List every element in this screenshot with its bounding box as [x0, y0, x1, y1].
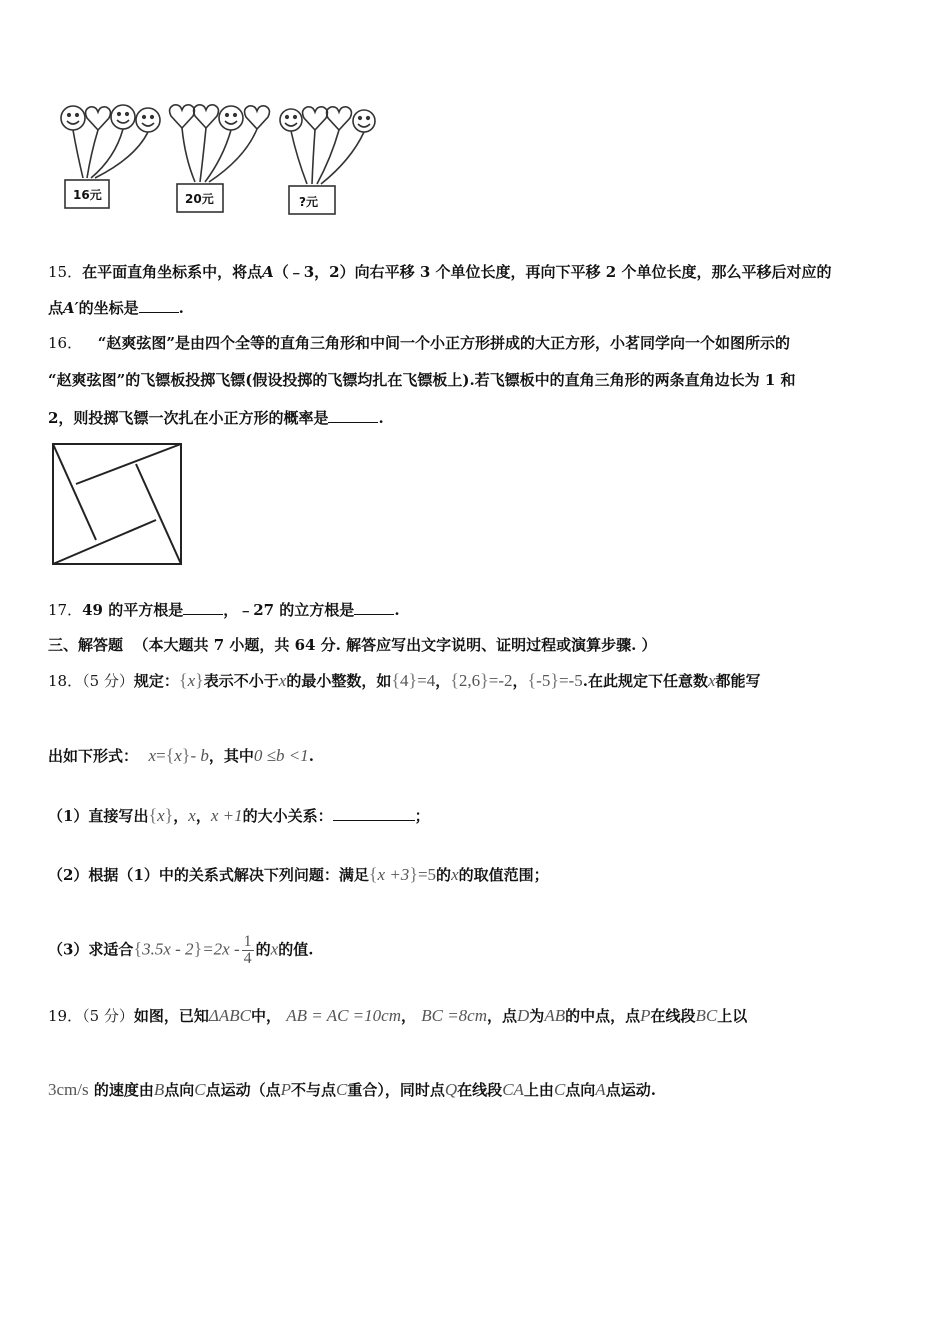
q18-sub3: （3）求适合{3.5x - 2}=2x - $\frac{1}{4}$ 的x的值. [48, 933, 314, 967]
q18-sub1: （1）直接写出{x}，x，x +1的大小关系： ； [48, 805, 430, 825]
q15-number: 15． [48, 263, 83, 281]
q17-blank-2[interactable] [354, 600, 394, 615]
q18-sub1-blank[interactable] [333, 806, 415, 821]
q15-line2: 点A′的坐标是 . [48, 299, 184, 317]
q15-answer-blank[interactable] [139, 298, 179, 313]
q18-line2: 出如下形式： x={x}- b，其中0 ≤b <1. [48, 745, 314, 765]
balloon-group-3 [280, 107, 375, 214]
price-tag-2: 20元 [185, 192, 214, 206]
q15-line1: 15．在平面直角坐标系中，将点A（﹣3，2）向右平移 3 个单位长度，再向下平移 2 个单位长度，那么平移后对应的 [48, 263, 832, 281]
q17-line: 17．49 的平方根是 ，﹣27 的立方根是 . [48, 601, 400, 619]
q19-line1: 19．（5 分）如图，已知ΔABC中， AB = AC =10cm， BC =8cm，点D为AB的中点，点P在线段BC上以 [48, 1006, 748, 1025]
balloon-price-figure [55, 98, 390, 223]
q17-blank-1[interactable] [183, 600, 223, 615]
price-tag-1: 16元 [73, 188, 102, 202]
price-tag-3: ?元 [299, 195, 318, 209]
q18-line1: 18．（5 分）规定：{x}表示不小于x的最小整数，如{4}=4，{2,6}=-2，{-5}=-5.在此规定下任意数x都能写 [48, 670, 761, 690]
q16-answer-blank[interactable] [328, 408, 378, 423]
q16-line2: “赵爽弦图”的飞镖板投掷飞镖(假设投掷的飞镖均扎在飞镖板上).若飞镖板中的直角三角形的两条直角边长为 1 和 [48, 371, 796, 389]
q18-sub2: （2）根据（1）中的关系式解决下列问题：满足{x +3}=5的x的取值范围； [48, 864, 549, 884]
fraction-one-quarter: $\frac{1}{4}$ [243, 933, 252, 967]
zhao-shuang-diagram [48, 440, 186, 568]
section-3-heading: 三、解答题 （本大题共 7 小题，共 64 分. 解答应写出文字说明、证明过程或演算步骤. ） [48, 636, 657, 654]
q16-line1: 16． “赵爽弦图”是由四个全等的直角三角形和中间一个小正方形拼成的大正方形，小茗同学向一个如图所示的 [48, 334, 791, 352]
q19-line2: 3cm/s 的速度由B点向C点运动（点P不与点C重合），同时点Q在线段CA上由C点向A点运动. [48, 1080, 656, 1099]
q16-line3: 2，则投掷飞镖一次扎在小正方形的概率是 . [48, 409, 384, 427]
